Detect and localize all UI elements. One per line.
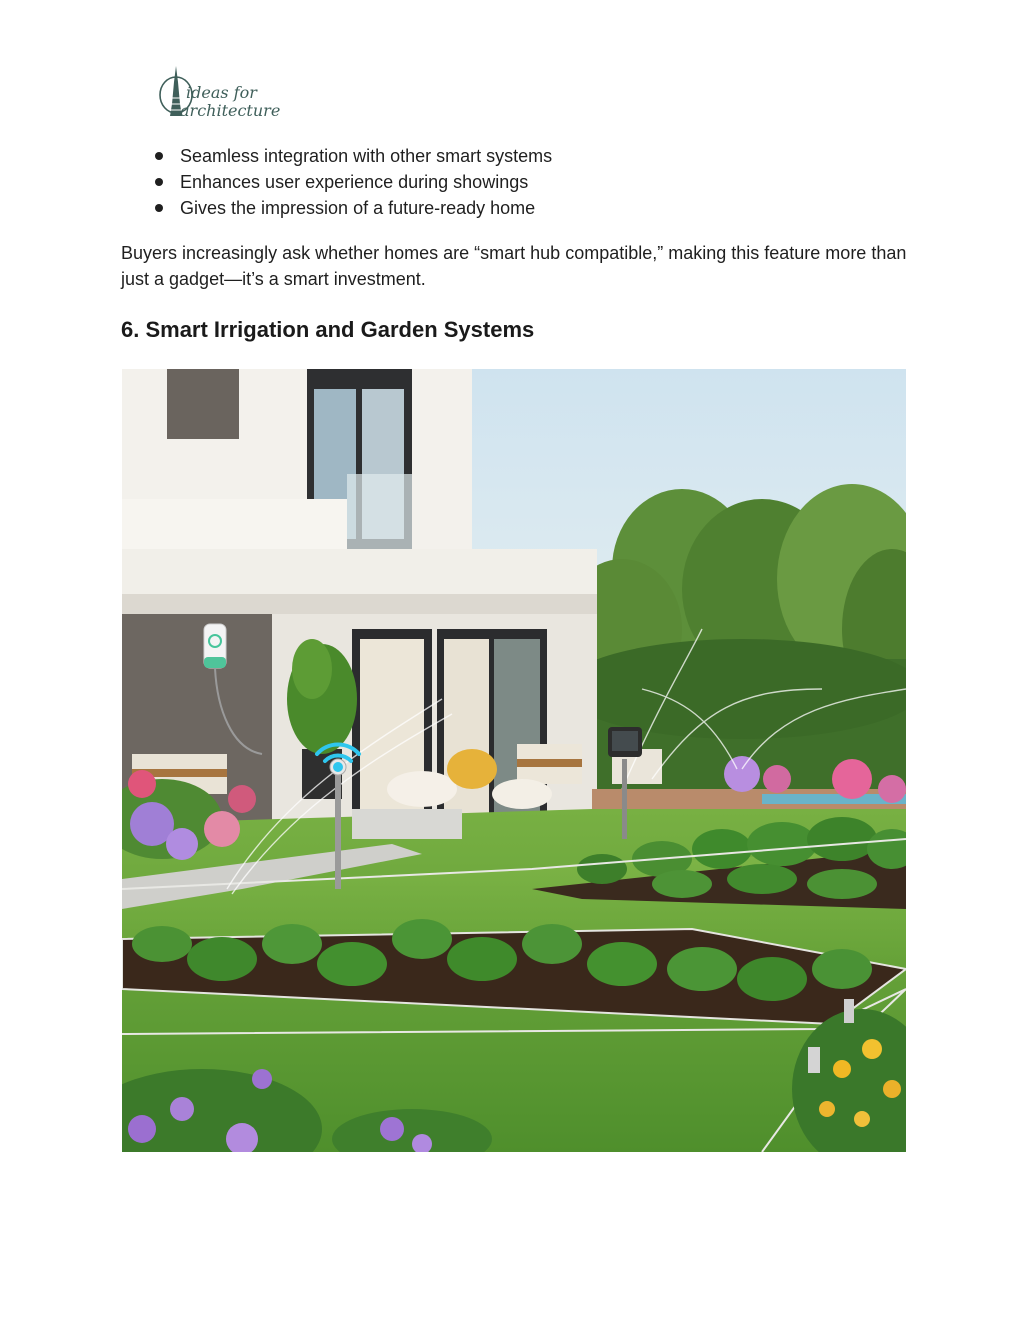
logo-text-line2: architecture [180,101,281,120]
logo-text-line1: ideas for [186,83,257,102]
benefit-list [122,143,552,221]
list-item-text: Seamless integration with other smart systems [180,146,553,166]
list-item [122,195,552,221]
garden-irrigation-photo [122,369,906,1152]
section-heading: 6. Smart Irrigation and Garden Systems [121,317,535,342]
list-item [122,143,552,169]
brand-logo [156,64,281,126]
list-item-text: Enhances user experience during showings [180,172,529,192]
bullet-icon [155,178,163,186]
body-paragraph: Buyers increasingly ask whether homes are “smart hub compatible,” making this feature more than just a gadget—it’s a smart investment. [121,243,907,289]
list-item-text: Gives the impression of a future-ready home [180,198,536,218]
bullet-icon [155,204,163,212]
bullet-icon [155,152,163,160]
list-item [122,169,552,195]
